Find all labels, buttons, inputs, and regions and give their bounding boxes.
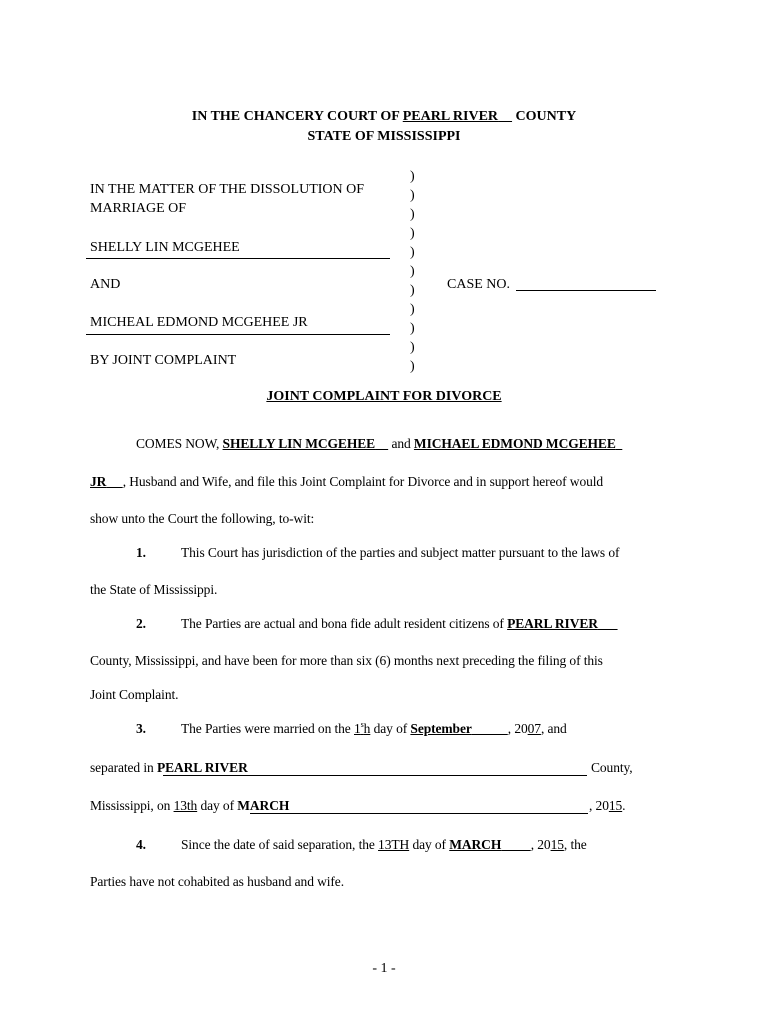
- and-label: AND: [90, 277, 121, 292]
- p3-line3-start: Mississippi, on 13th day of MARCH: [90, 798, 290, 813]
- p3-line3-end: , 2015.: [589, 798, 626, 813]
- intro-line1: COMES NOW, SHELLY LIN MCGEHEE and MICHAEL EDMOND MCGEHEE: [136, 436, 616, 451]
- by-joint-complaint: BY JOINT COMPLAINT: [90, 353, 237, 368]
- p3-number: 3.: [136, 721, 146, 736]
- p3-sep-day: 13th: [173, 798, 198, 813]
- p4-month: MARCH: [449, 837, 502, 852]
- p4-number: 4.: [136, 837, 146, 852]
- caption-parens: ) ) ) ) ) ) ) ) ) ) ): [410, 169, 415, 374]
- p3-line2-end: County,: [591, 760, 633, 775]
- p4-line1: Since the date of said separation, the 13TH day of MARCH , 2015, the: [181, 837, 587, 852]
- p1-line1: This Court has jurisdiction of the parties and subject matter pursuant to the laws of: [181, 545, 620, 560]
- p2-number: 2.: [136, 616, 146, 631]
- matter-line1: IN THE MATTER OF THE DISSOLUTION OF: [90, 182, 365, 197]
- p2-county: PEARL RIVER: [507, 616, 598, 631]
- p3-sep-month-line: [250, 813, 588, 814]
- party2-line: [86, 334, 390, 335]
- party-name-2: MICHAEL EDMOND MCGEHEE: [413, 436, 616, 451]
- p2-line2: County, Mississippi, and have been for more than six (6) months next preceding the filing of this: [90, 653, 603, 668]
- party2-name: MICHEAL EDMOND MCGEHEE JR: [90, 315, 308, 330]
- court-county: PEARL RIVER: [402, 109, 499, 124]
- party-name-1: SHELLY LIN MCGEHEE: [222, 436, 376, 451]
- case-number-label: CASE NO.: [447, 277, 511, 292]
- p4-day: 13TH: [378, 837, 410, 852]
- court-suffix: COUNTY: [515, 109, 577, 124]
- intro-line3: show unto the Court the following, to-wit:: [90, 511, 315, 526]
- p3-month: September: [410, 721, 472, 736]
- p3-sep-month: MARCH: [237, 798, 290, 813]
- matter-line2: MARRIAGE OF: [90, 201, 187, 216]
- document-title: JOINT COMPLAINT FOR DIVORCE: [266, 389, 502, 404]
- intro-line2: JR , Husband and Wife, and file this Joint Complaint for Divorce and in support hereof would: [90, 474, 604, 489]
- p3-line2-start: separated in PEARL RIVER: [90, 760, 248, 775]
- p2-line1: The Parties are actual and bona fide adult resident citizens of PEARL RIVER: [181, 616, 618, 632]
- court-prefix: IN THE CHANCERY COURT OF: [191, 109, 400, 124]
- p3-sep-county: PEARL RIVER: [156, 760, 248, 775]
- p4-line2: Parties have not cohabited as husband and wife.: [90, 874, 344, 889]
- page-number: - 1 -: [372, 961, 396, 976]
- p3-sep-county-line: [163, 775, 587, 776]
- court-heading: [0, 109, 768, 125]
- state-heading: STATE OF MISSISSIPPI: [307, 129, 461, 144]
- p1-line2: the State of Mississippi.: [90, 582, 218, 597]
- party-name-2-suffix: JR: [90, 474, 107, 489]
- p1-number: 1.: [136, 545, 146, 560]
- p3-day: 1$^s$h: [354, 720, 371, 736]
- p3-line1: The Parties were married on the 1$^s$h day of September , 2007, and: [181, 720, 567, 736]
- party1-name: SHELLY LIN MCGEHEE: [90, 240, 240, 255]
- case-number-line: [516, 290, 656, 291]
- party1-line: [86, 258, 390, 259]
- p2-line3: Joint Complaint.: [90, 687, 179, 702]
